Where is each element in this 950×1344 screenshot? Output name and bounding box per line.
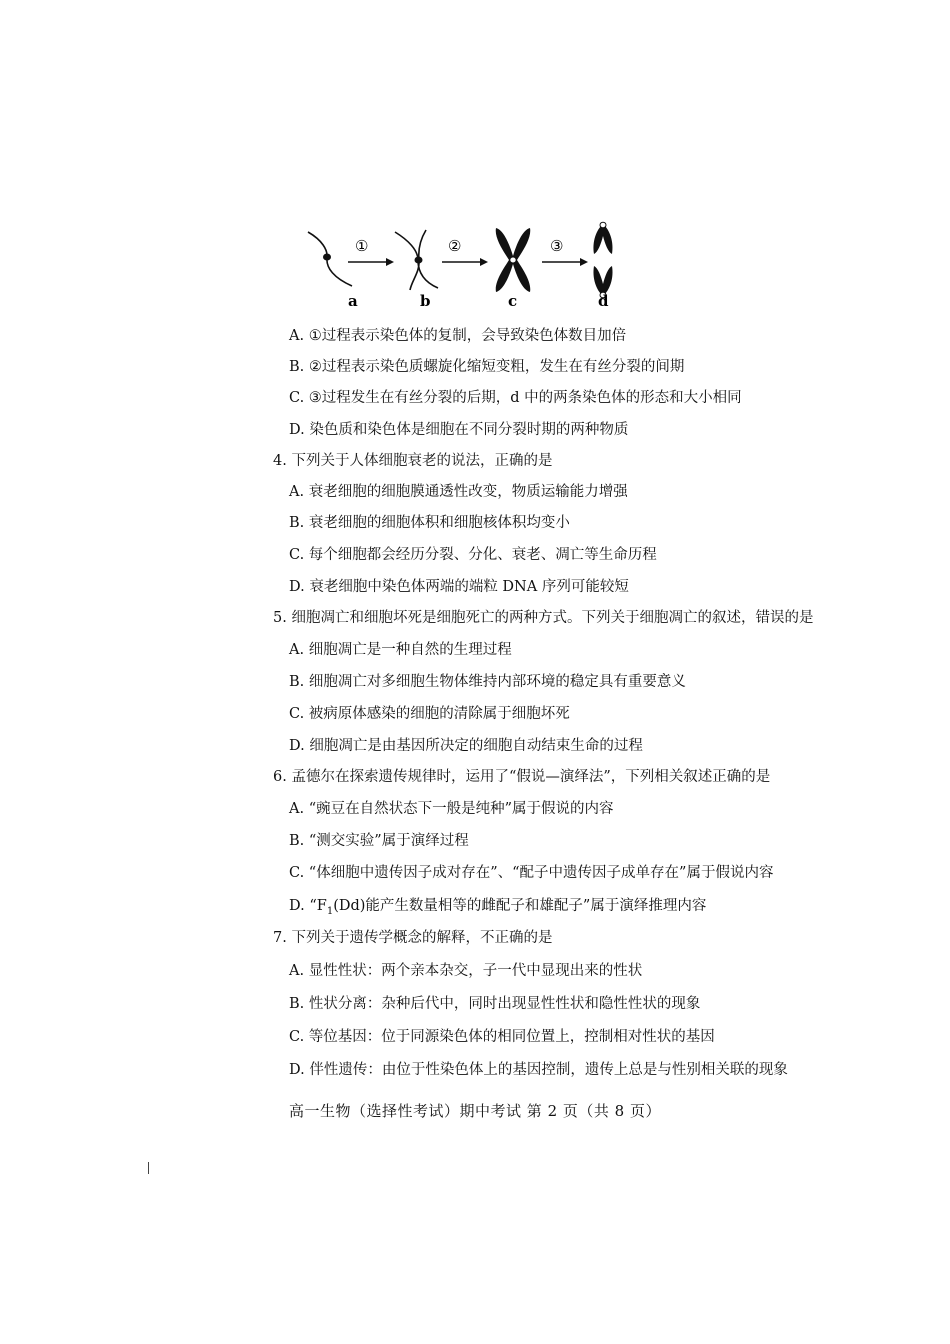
q3-option-a: A. ①过程表示染色体的复制，会导致染色体数目加倍 xyxy=(289,328,627,344)
label-d: d xyxy=(598,292,609,310)
q6-stem: 6. 孟德尔在探索遗传规律时，运用了“假说—演绎法”，下列相关叙述正确的是 xyxy=(273,769,771,785)
q5-option-c: C. 被病原体感染的细胞的清除属于细胞坏死 xyxy=(289,706,570,722)
q6-option-d-suffix: (Dd)能产生数量相等的雌配子和雄配子”属于演绎推理内容 xyxy=(333,898,707,914)
q7-option-b: B. 性状分离：杂种后代中，同时出现显性性状和隐性性状的现象 xyxy=(289,996,701,1012)
q7-stem: 7. 下列关于遗传学概念的解释，不正确的是 xyxy=(273,930,553,946)
step-3-label: ③ xyxy=(550,237,564,255)
q7-option-c: C. 等位基因：位于同源染色体的相同位置上，控制相对性状的基因 xyxy=(289,1029,715,1045)
page-footer: 高一生物（选择性考试）期中考试 第 2 页（共 8 页） xyxy=(289,1102,661,1120)
chromosome-d-icon xyxy=(593,222,612,298)
q6-option-d xyxy=(289,896,706,922)
q6-option-b: B. “测交实验”属于演绎过程 xyxy=(289,833,469,849)
label-c: c xyxy=(508,292,518,310)
step-1-label: ① xyxy=(355,237,369,255)
q4-option-a: A. 衰老细胞的细胞膜通透性改变，物质运输能力增强 xyxy=(289,484,628,500)
q5-option-a: A. 细胞凋亡是一种自然的生理过程 xyxy=(289,642,512,658)
q4-option-c: C. 每个细胞都会经历分裂、分化、衰老、凋亡等生命历程 xyxy=(289,547,657,563)
step-2-label: ② xyxy=(448,237,462,255)
q6-option-a: A. “豌豆在自然状态下一般是纯种”属于假说的内容 xyxy=(289,801,614,817)
q3-option-d: D. 染色质和染色体是细胞在不同分裂时期的两种物质 xyxy=(289,422,629,438)
q6-option-d-prefix: D. “F xyxy=(289,898,327,914)
q6-option-d-subscript: 1 xyxy=(326,905,334,917)
q5-stem: 5. 细胞凋亡和细胞坏死是细胞死亡的两种方式。下列关于细胞凋亡的叙述，错误的是 xyxy=(273,610,814,626)
chromosome-diagram xyxy=(300,218,640,310)
chromosome-c-icon xyxy=(496,228,531,292)
q7-option-d: D. 伴性遗传：由位于性染色体上的基因控制，遗传上总是与性别相关联的现象 xyxy=(289,1062,788,1078)
chromatin-b-icon xyxy=(395,230,438,290)
q4-option-b: B. 衰老细胞的细胞体积和细胞核体积均变小 xyxy=(289,515,570,531)
q4-stem: 4. 下列关于人体细胞衰老的说法，正确的是 xyxy=(273,453,553,469)
q3-option-b: B. ②过程表示染色质螺旋化缩短变粗，发生在有丝分裂的间期 xyxy=(289,359,685,375)
q5-option-d: D. 细胞凋亡是由基因所决定的细胞自动结束生命的过程 xyxy=(289,738,643,754)
q7-option-a: A. 显性性状：两个亲本杂交，子一代中显现出来的性状 xyxy=(289,963,643,979)
label-a: a xyxy=(348,292,358,310)
chromatin-a-icon xyxy=(308,232,352,286)
q3-option-c: C. ③过程发生在有丝分裂的后期，d 中的两条染色体的形态和大小相同 xyxy=(289,390,742,406)
q6-option-c: C. “体细胞中遗传因子成对存在”、“配子中遗传因子成单存在”属于假说内容 xyxy=(289,865,774,881)
label-b: b xyxy=(420,292,431,310)
q5-option-b: B. 细胞凋亡对多细胞生物体维持内部环境的稳定具有重要意义 xyxy=(289,674,686,690)
q4-option-d: D. 衰老细胞中染色体两端的端粒 DNA 序列可能较短 xyxy=(289,579,629,595)
margin-mark xyxy=(148,1162,149,1174)
